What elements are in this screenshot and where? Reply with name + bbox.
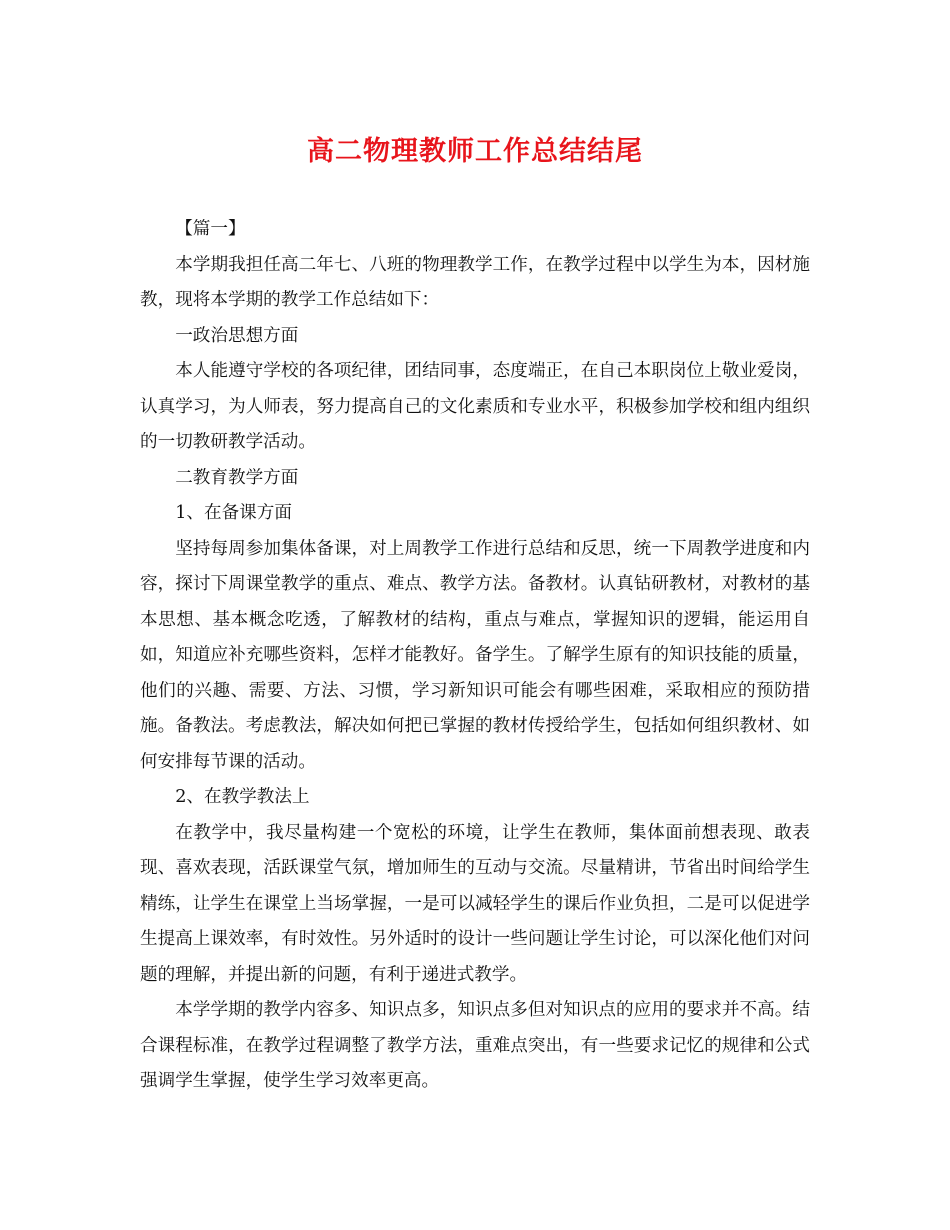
lesson-prep-paragraph: 坚持每周参加集体备课，对上周教学工作进行总结和反思，统一下周教学进度和内容，探讨下周课堂教学的重点、难点、教学方法。备教材。认真钻研教材，对教材的基本思想、基本概念吃透，了解教材的结构，重点与难点，掌握知识的逻辑，能运用自如，知道应补充哪些资料，怎样才能教好。备学生。了解学生原有的知识技能的质量，他们的兴趣、需要、方法、习惯，学习新知识可能会有哪些困难，采取相应的预防措施。备教法。考虑教法，解决如何把已掌握的教材传授给学生，包括如何组织教材、如何安排每节课的活动。 (140, 538, 810, 772)
subheading-teaching-methods: 2、在教学教法上 (175, 787, 310, 807)
intro-paragraph: 本学期我担任高二年七、八班的物理教学工作，在教学过程中以学生为本，因材施教，现将本学期的教学工作总结如下： (140, 254, 810, 310)
political-paragraph: 本人能遵守学校的各项纪律，团结同事，态度端正，在自己本职岗位上敬业爱岗，认真学习，为人师表，努力提高自己的文化素质和专业水平，积极参加学校和组内组织的一切教研教学活动。 (140, 361, 810, 452)
subheading-lesson-prep: 1、在备课方面 (175, 503, 292, 523)
document-title: 高二物理教师工作总结结尾 (307, 136, 643, 167)
section-heading-teaching: 二教育教学方面 (175, 467, 299, 488)
teaching-methods-paragraph: 在教学中，我尽量构建一个宽松的环境，让学生在教师，集体面前想表现、敢表现、喜欢表现，活跃课堂气氛，增加师生的互动与交流。尽量精讲，节省出时间给学生精练，让学生在课堂上当场掌握，一是可以减轻学生的课后作业负担，二是可以促进学生提高上课效率，有时效性。另外适时的设计一些问题让学生讨论，可以深化他们对问题的理解，并提出新的问题，有利于递进式教学。 (140, 822, 810, 985)
section-heading-part-one: 【篇一】 (175, 219, 246, 239)
semester-content-paragraph: 本学学期的教学内容多、知识点多，知识点多但对知识点的应用的要求并不高。结合课程标准，在教学过程调整了教学方法，重难点突出，有一些要求记忆的规律和公式强调学生掌握，使学生学习效率更高。 (140, 1000, 810, 1091)
section-heading-political: 一政治思想方面 (175, 325, 299, 346)
document-body (140, 212, 810, 1100)
